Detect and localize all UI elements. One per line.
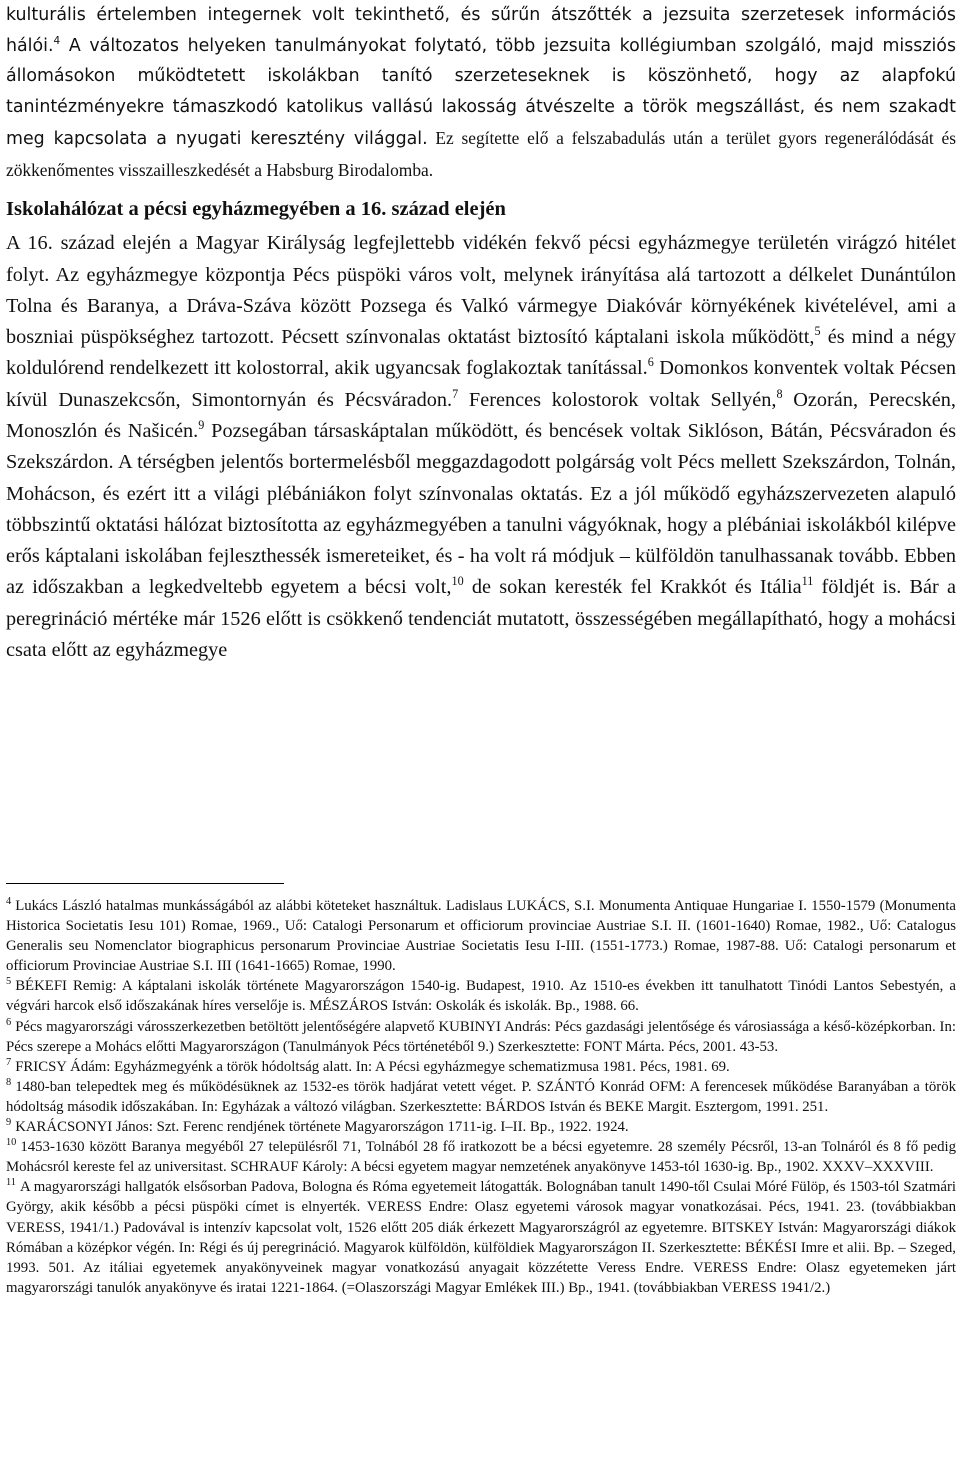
footnote-separator bbox=[6, 883, 284, 884]
body-text-6: Ozorán, Perecskén, Monoszlón és Našicén. bbox=[6, 388, 956, 442]
body-paragraph bbox=[6, 228, 956, 666]
intro-text-3: Ez segítette elő a felszabadulás után a terület gyors regenerálódását és zökkenőmentes visszailleszkedését a Habsburg Birodalomba. bbox=[6, 127, 956, 180]
body-text-8: de sokan keresték fel Krakkót és Itália bbox=[463, 576, 802, 599]
footnote-5 bbox=[6, 976, 956, 1016]
body-text-5: Ferences kolostorok voltak Sellyén, bbox=[458, 388, 777, 411]
footnote-text: A magyarországi hallgatók elsősorban Padova, Bologna és Róma egyetemeit látogatták. Bolognában tanult 1490-től Csulai Móré Fülöp, és 1503-tól Szatmári György, akik később a pécsi püspöki címet is elnyerték. VERESS Endre: Olasz egyetemi városok magyar vonatkozásai. Pécs, 1941. 23. (továbbiakban VERESS, 1941/1.) Padovával is intenzív kapcsolat volt, 1526 előtt 205 diák érkezett Magyarországról az egyetemre. BITSKEY István: Magyarországi diákok Rómában a középkor végén. In: Régi és új peregrináció. Magyarok külföldön, külföldiek Magyarországon II. Szerkesztette: BÉKÉSI Imre et alii. Bp. – Szeged, 1993. 501. Az itáliai egyetemek anyakönyveinek magyar vonatkozású anyagait közzétette Veress Endre. VERESS Endre: Olasz egyetemeken járt magyarországi tanulók anyakönyve és iratai 1221-1864. (=Olaszországi Magyar Emlékek III.) Bp., 1941. (továbbiakban VERESS 1941/2.) bbox=[6, 1179, 956, 1296]
footnote-text: 1480-ban telepedtek meg és működésüknek az 1532-es török hadjárat vetett véget. P. SZÁNTÓ Konrád OFM: A ferencesek működése Baranyában a török hódoltság második időszakában. In: Egyházak a változó világban. Szerkesztette: BÁRDOS István és BEKE Margit. Esztergom, 1991. 251. bbox=[6, 1078, 956, 1115]
body-text-3: és mind a négy koldulórend rendelkezett itt kolostorral, akik ugyancsak foglakoztak tanítással. bbox=[6, 326, 957, 380]
footnote-10 bbox=[6, 1137, 956, 1177]
footnote-number: 10 bbox=[6, 1137, 17, 1149]
footnote-number: 9 bbox=[6, 1117, 12, 1129]
footnote-ref-8[interactable]: 8 bbox=[776, 386, 783, 401]
footnote-ref-10[interactable]: 10 bbox=[451, 574, 464, 589]
footnote-ref-11[interactable]: 11 bbox=[801, 574, 814, 589]
footnote-text: FRICSY Ádám: Egyházmegyénk a török hódoltság alatt. In: A Pécsi egyházmegye schematizmusa 1981. Pécs, 1981. 69. bbox=[15, 1058, 730, 1075]
footnote-6 bbox=[6, 1017, 956, 1057]
body-text-9: földjét is. Bár a peregrináció mértéke már 1526 előtt is csökkenő tendenciát mutatott, összességében megállapítható, hogy a mohácsi csata előtt az egyházmegye bbox=[6, 576, 956, 662]
section-heading: Iskolahálózat a pécsi egyházmegyében a 16. század elején bbox=[6, 198, 506, 221]
footnote-text: 1453-1630 között Baranya megyéből 27 településről 71, Tolnából 28 fő iratkozott be a bécsi egyetemre. 28 személy Pécsről, 13-an Tolnáról és 8 fő pedig Mohácsról kereste fel az universitast. SCHRAUF Károly: A bécsi egyetem magyar nemzetének anyakönyve 1453-tól 1630-ig. Bp., 1902. XXXV–XXXVIII. bbox=[6, 1139, 956, 1176]
footnote-ref-4[interactable]: 4 bbox=[53, 34, 61, 47]
intro-paragraph bbox=[6, 0, 956, 186]
footnote-number: 4 bbox=[6, 896, 12, 908]
footnote-number: 11 bbox=[6, 1177, 16, 1189]
footnote-text: Pécs magyarországi városszerkezetben betöltött jelentőségére alapvető KUBINYI András: Pécs gazdasági jelentősége és városiassága a késő-középkorban. In: Pécs szerepe a Mohács előtti Magyarországon (Tanulmányok Pécs történetéből 9.) Szerkesztette: FONT Márta. Pécs, 2001. 43-53. bbox=[6, 1018, 956, 1055]
footnote-ref-9[interactable]: 9 bbox=[198, 418, 205, 433]
intro-text-2: A változatos helyeken tanulmányokat folytató, több jezsuita kollégiumban szolgáló, majd missziós állomásokon működtetett iskolákban tanító szerzeteseknek is köszönhető, hogy az alapfokú tanintézményekre támaszkodó katolikus vallású lakosság átvészelte a török megszállást, és nem szakadt meg kapcsolata a nyugati keresztény világgal. bbox=[6, 35, 956, 149]
body-text-2: Az egyházmegye központja Pécs püspöki város volt, melynek irányítása alá tartozott a délkelet Dunántúlon Tolna és Baranya, a Dráva-Száva között Pozsega és Valkó vármegye Diakóvár környékének kivételével, ami a boszniai püspökséghez tartozott. Pécsett színvonalas oktatást biztosító káptalani iskola működött, bbox=[6, 263, 956, 349]
footnote-11 bbox=[6, 1177, 956, 1298]
footnote-number: 7 bbox=[6, 1056, 12, 1068]
footnote-ref-5[interactable]: 5 bbox=[814, 324, 821, 339]
footnote-number: 8 bbox=[6, 1076, 12, 1088]
footnote-ref-7[interactable]: 7 bbox=[452, 386, 459, 401]
body-text-7: Pozsegában társaskáptalan működött, és bencések voltak Siklóson, Bátán, Pécsváradon és Szekszárdon. A térségben jelentős bortermelésből meggazdagodott polgárság volt Pécs mellett Szekszárdon, Tolnán, Mohácson, és ezért itt a világi plébániákon folyt színvonalas oktatás. Ez a jól működő egyházszervezeten alapuló többszintű oktatási hálózat biztosította az egyházmegyében a tanulni vágyóknak, hogy a plébániai iskolákból kilépve erős káptalani iskolában fejleszthessék ismereteiket, és - ha volt rá módjuk – külföldön tanulhassanak tovább. Ebben az időszakban a legkedveltebb egyetem a bécsi volt, bbox=[6, 420, 956, 599]
document-page bbox=[6, 0, 956, 666]
footnote-9 bbox=[6, 1117, 956, 1137]
footnote-text: BÉKEFI Remig: A káptalani iskolák története Magyarországon 1540-ig. Budapest, 1910. Az 1510-es években itt tanulhatott Tinódi Lantos Sebestyén, a végvári harcok első időszakának híres verselője is. MÉSZÁROS István: Oskolák és iskolák. Bp., 1988. 66. bbox=[6, 978, 956, 1015]
footnote-4 bbox=[6, 896, 956, 976]
body-text-1: A 16. század elején a Magyar Királyság legfejlettebb vidékén fekvő pécsi egyházmegye területén virágzó hitélet folyt. bbox=[6, 232, 956, 286]
footnote-8 bbox=[6, 1077, 956, 1117]
footnote-number: 5 bbox=[6, 976, 12, 988]
footnote-text: Lukács László hatalmas munkásságából az alábbi köteteket használtuk. Ladislaus LUKÁCS, S.I. Monumenta Antiquae Hungariae I. 1550-1579 (Monumenta Historica Societatis Iesu 101) Romae, 1969., Uő: Catalogi Personarum et officiorum provinciae Austriae S.I. II. (1601-1640) Romae, 1982., Uő: Catalogus Generalis seu Nomenclator biographicus personarum Provinciae Austriae Societatis Iesu I-III. (1551-1773.) Romae, 1987-88. Uő: Catalogi personarum et officiorum Provinciae Austriae S.I. III (1641-1665) Romae, 1990. bbox=[6, 898, 956, 975]
footnote-ref-6[interactable]: 6 bbox=[647, 355, 654, 370]
intro-text-1: kulturális értelemben integernek volt tekinthető, és sűrűn átszőtték a jezsuita szerzetesek információs hálói. bbox=[6, 5, 956, 56]
footnotes bbox=[6, 896, 956, 1298]
footnote-text: KARÁCSONYI János: Szt. Ferenc rendjének története Magyarországon 1711-ig. I–II. Bp., 1922. 1924. bbox=[15, 1119, 629, 1136]
body-text-4: Domonkos konventek voltak Pécsen kívül Dunaszekcsőn, Simontornyán és Pécsváradon. bbox=[6, 357, 956, 411]
footnote-7 bbox=[6, 1057, 956, 1077]
footnote-number: 6 bbox=[6, 1016, 12, 1028]
